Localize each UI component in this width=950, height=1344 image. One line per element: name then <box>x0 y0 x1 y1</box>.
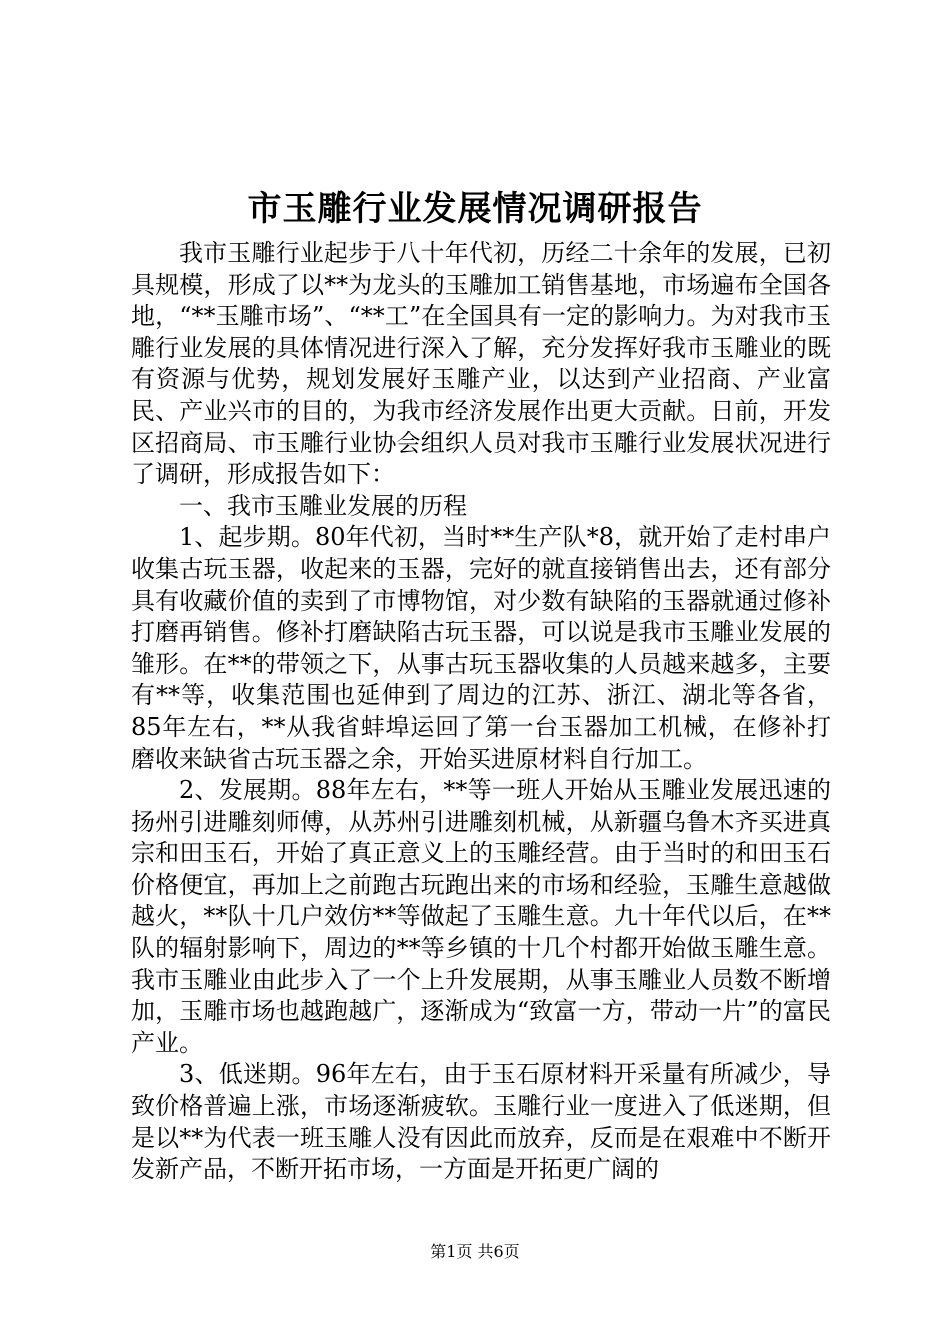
intro-paragraph: 我市玉雕行业起步于八十年代初，历经二十余年的发展，已初具规模，形成了以**为龙头的玉雕加工销售基地，市场遍布全国各地，“**玉雕市场”、“**工”在全国具有一定的影响力。为对我市玉雕行业发展的具体情况进行深入了解，充分发挥好我市玉雕业的既有资源与优势，规划发展好玉雕产业，以达到产业招商、产业富民、产业兴市的目的，为我市经济发展作出更大贡献。日前，开发区招商局、市玉雕行业协会组织人员对我市玉雕行业发展状况进行了调研，形成报告如下： <box>131 239 831 489</box>
page-footer: 第1页 共6页 <box>430 1242 520 1261</box>
paragraph-development-period: 2、发展期。88年左右，**等一班人开始从玉雕业发展迅速的扬州引进雕刻师傅，从苏州引进雕刻机械，从新疆乌鲁木齐买进真宗和田玉石，开始了真正意义上的玉雕经营。由于当时的和田玉石价格便宜，再加上之前跑古玩跑出来的市场和经验，玉雕生意越做越火，**队十几户效仿**等做起了玉雕生意。九十年代以后，在**队的辐射影响下，周边的**等乡镇的十几个村都开始做玉雕生意。我市玉雕业由此步入了一个上升发展期，从事玉雕业人员数不断增加，玉雕市场也越跑越广，逐渐成为“致富一方，带动一片”的富民产业。 <box>131 776 831 1057</box>
document-title: 市玉雕行业发展情况调研报告 <box>247 189 703 229</box>
document-body <box>131 238 831 1186</box>
paragraph-downturn-period: 3、低迷期。96年左右，由于玉石原材料开采量有所减少，导致价格普遍上涨，市场逐渐疲软。玉雕行业一度进入了低迷期，但是以**为代表一班玉雕人没有因此而放弃，反而是在艰难中不断开发新产品，不断开拓市场，一方面是开拓更广阔的 <box>131 1060 831 1184</box>
paragraph-startup-period: 1、起步期。80年代初，当时**生产队*8，就开始了走村串户收集古玩玉器，收起来的玉器，完好的就直接销售出去，还有部分具有收藏价值的卖到了市博物馆，对少数有缺陷的玉器就通过修补打磨再销售。修补打磨缺陷古玩玉器，可以说是我市玉雕业发展的雏形。在**的带领之下，从事古玩玉器收集的人员越来越多，主要有**等，收集范围也延伸到了周边的江苏、浙江、湖北等各省，85年左右，**从我省蚌埠运回了第一台玉器加工机械，在修补打磨收来缺省古玩玉器之余，开始买进原材料自行加工。 <box>131 523 831 773</box>
section-heading: 一、我市玉雕业发展的历程 <box>179 491 467 520</box>
